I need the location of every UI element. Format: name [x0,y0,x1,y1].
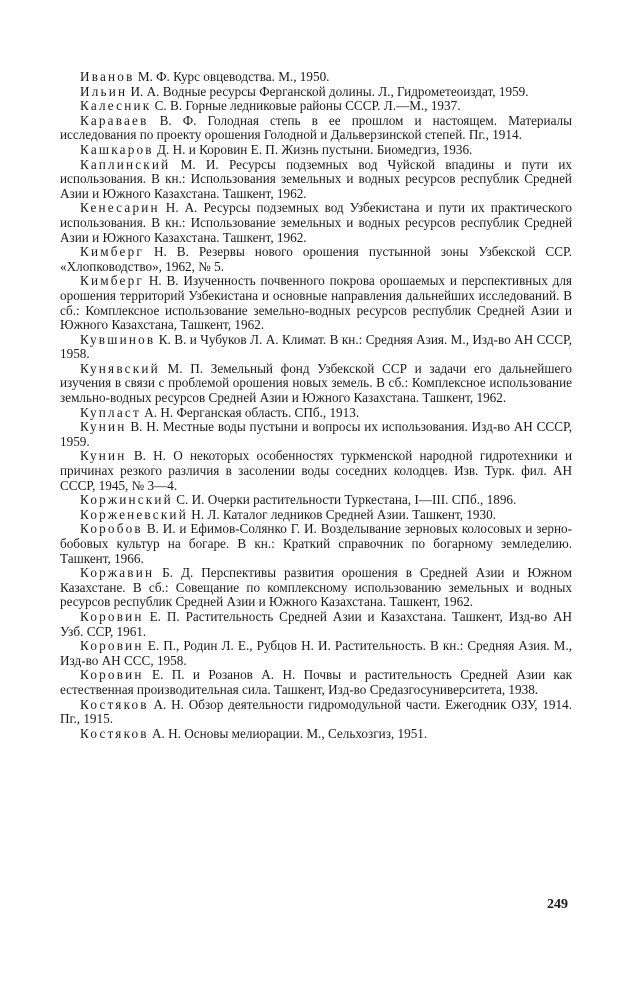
bibliography-entry [60,158,572,202]
entry-text: И. А. Водные ресурсы Ферганской долины. Л., Гидрометеоиздат, 1959. [127,83,529,99]
bibliography-entry [60,639,572,668]
bibliography-list [60,70,572,741]
entry-author: Коржинский [80,492,173,508]
entry-author: Каплинский [80,156,171,172]
entry-text: Н. Л. Каталог ледников Средней Азии. Ташкент, 1930. [187,506,496,522]
entry-text: Н. А. Ресурсы подземных вод Узбекистана и пути их практического использования. В кн.: Использование земельных и водных ресурсов республик Средней Азии и Южного Казахстана. Ташкент, 1962. [60,200,572,245]
bibliography-entry [60,245,572,274]
entry-text: В. Н. О некоторых особенностях туркменской народной гидротехники и причинах резкого различия в засолении воды соседних колодцев. Изв. Турк. фил. АН СССР, 1945, № 3—4. [60,448,572,493]
bibliography-entry [60,201,572,245]
bibliography-entry [60,493,572,508]
entry-author: Калесник [80,98,152,114]
entry-author: Коробов [80,521,143,537]
entry-text: Н. В. Изученность почвенного покрова орошаемых и перспективных для орошения территорий Узбекистана и основные направления дальнейших исследований. В сб.: Комплексное использование земельно-водных ресурсов республик Средней Азии и Южного Казахстана, Ташкент, 1962. [60,273,572,333]
bibliography-entry [60,70,572,85]
entry-text: В. Ф. Голодная степь в ее прошлом и настоящем. Материалы исследования по проекту орошения Голодной и Дальверзинской степей. Пг., 1914. [60,112,572,143]
entry-author: Кенесарин [80,200,160,216]
entry-author: Коровин [80,608,144,624]
bibliography-entry [60,522,572,566]
entry-author: Купласт [80,404,141,420]
bibliography-entry [60,420,572,449]
entry-text: М. Ф. Курс овцеводства. М., 1950. [134,69,330,84]
entry-text: С. В. Горные ледниковые районы СССР. Л.—М., 1937. [151,98,461,114]
entry-author: Кимберг [80,244,144,260]
entry-text: В. Н. Местные воды пустыни и вопросы их использования. Изд-во АН СССР, 1959. [60,419,572,449]
entry-text: Е. П. Растительность Средней Азии и Казахстана. Ташкент, Изд-во АН Узб. ССР, 1961. [60,608,572,639]
entry-text: Д. Н. и Коровин Е. П. Жизнь пустыни. Биомедгиз, 1936. [153,141,473,157]
entry-author: Кунин [80,419,127,435]
bibliography-entry [60,99,572,114]
bibliography-entry [60,362,572,406]
entry-author: Иванов [80,69,135,84]
bibliography-entry [60,668,572,697]
entry-author: Кунявский [80,360,160,376]
entry-author: Костяков [80,696,149,712]
entry-author: Кунин [80,448,127,464]
entry-author: Корженевский [80,506,188,522]
bibliography-entry [60,143,572,158]
bibliography-entry [60,698,572,727]
entry-text: С. И. Очерки растительности Туркестана, I—III. СПб., 1896. [172,492,517,508]
entry-author: Ильин [80,83,128,99]
bibliography-entry [60,274,572,332]
bibliography-entry [60,114,572,143]
entry-text: В. И. и Ефимов-Солянко Г. И. Возделывание зерновых колосовых и зерно-бобовых культур на богаре. В кн.: Краткий справочник по богарному земледелию. Ташкент, 1966. [60,521,572,566]
entry-text: М. П. Земельный фонд Узбекской ССР и задачи его дальнейшего изучения в связи с проблемой орошения новых земель. В сб.: Комплексное использование земльно-водных ресурсов Средней Азии и Южного Казахстана. Ташкент, 1962. [60,360,572,406]
entry-text: М. И. Ресурсы подземных вод Чуйской впадины и пути их использования. В кн.: Использования земельных и водных ресурсов республик Средней Азии и Южного Казахстана. Ташкент, 1962. [60,156,572,201]
bibliography-entry [60,508,572,523]
entry-text: Е. П. и Розанов А. Н. Почвы и растительность Средней Азии как естественная производительная сила. Ташкент, Изд-во Средазгосуниверситета, 1938. [60,667,572,697]
entry-text: Н. В. Резервы нового орошения пустынной зоны Узбекской ССР. «Хлопководство», 1962, № 5. [60,244,572,274]
entry-author: Костяков [80,725,149,741]
entry-text: Е. П., Родин Л. Е., Рубцов Н. И. Растительность. В кн.: Средняя Азия. М., Изд-во АН ССС, 1958. [60,638,572,668]
entry-author: Коржавин [80,565,155,581]
bibliography-entry [60,566,572,610]
entry-author: Кувшинов [80,331,156,347]
bibliography-entry [60,449,572,493]
entry-text: А. Н. Обзор деятельности гидромодульной части. Ежегодник ОЗУ, 1914. Пг., 1915. [60,696,572,727]
page-number: 249 [547,897,568,912]
entry-text: А. Н. Основы мелиорации. М., Сельхозгиз, 1951. [148,725,428,741]
bibliography-entry [60,610,572,639]
entry-author: Караваев [80,112,149,128]
entry-author: Кимберг [80,273,144,289]
bibliography-entry [60,85,572,100]
entry-author: Коровин [80,667,144,683]
entry-text: А. Н. Ферганская область. СПб., 1913. [140,404,360,420]
entry-author: Коровин [80,638,144,654]
entry-text: К. В. и Чубуков Л. А. Климат. В кн.: Средняя Азия. М., Изд-во АН СССР, 1958. [60,331,572,362]
entry-author: Кашкаров [80,141,154,157]
entry-text: Б. Д. Перспективы развития орошения в Средней Азии и Южном Казахстане. В сб.: Совещание по комплексному использованию земельных и водных ресурсов республик Средней Азии и Южного Казахстана. Ташкент, 1962. [60,565,572,610]
bibliography-entry [60,727,572,742]
bibliography-entry [60,333,572,362]
bibliography-entry [60,406,572,421]
